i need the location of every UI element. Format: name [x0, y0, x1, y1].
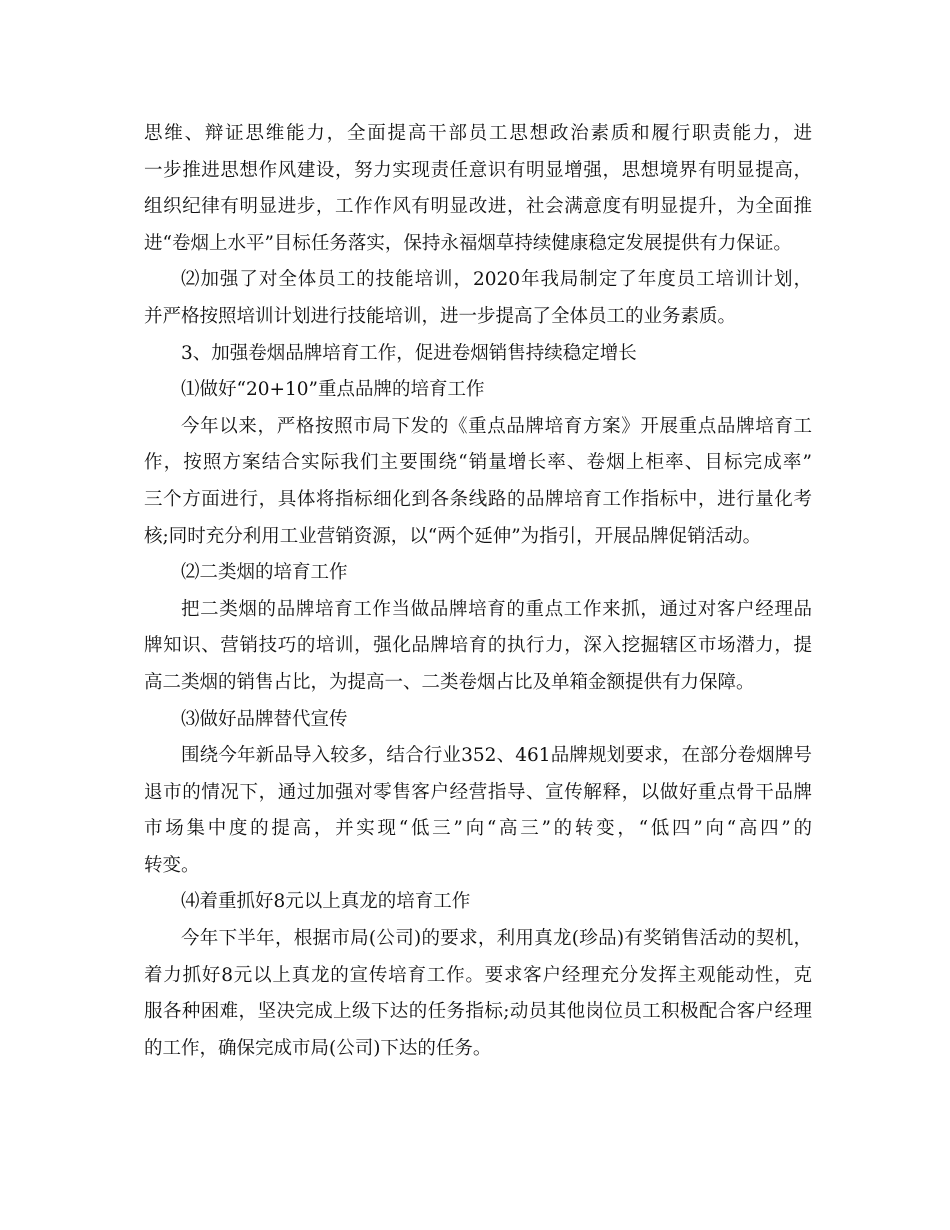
- text-line-26: 的工作，确保完成市局(公司)下达的任务。: [144, 1037, 492, 1059]
- text-line-16: 高二类烟的销售占比，为提高一、二类卷烟占比及单箱金额提供有力保障。: [144, 671, 755, 693]
- document-body: [144, 116, 812, 1067]
- text-line-10: 作，按照方案结合实际我们主要围绕“销量增长率、卷烟上柜率、目标完成率”: [144, 452, 812, 474]
- text-line-12: 核;同时充分利用工业营销资源，以“两个延伸”为指引，开展品牌促销活动。: [144, 525, 762, 547]
- text-line-21: 转变。: [144, 854, 200, 876]
- text-line-11: 三个方面进行，具体将指标细化到各条线路的品牌培育工作指标中，进行量化考: [144, 488, 812, 510]
- subheading-2: ⑵二类烟的培育工作: [181, 562, 348, 584]
- subheading-4: ⑷着重抓好8元以上真龙的培育工作: [181, 891, 471, 913]
- text-line-25: 服各种困难，坚决完成上级下达的任务指标;动员其他岗位员工积极配合客户经理: [144, 1001, 812, 1023]
- text-line-14: 把二类烟的品牌培育工作当做品牌培育的重点工作来抓，通过对客户经理品: [181, 598, 812, 620]
- text-line-19: 退市的情况下，通过加强对零售客户经营指导、宣传解释，以做好重点骨干品牌: [144, 781, 812, 803]
- text-line-3: 组织纪律有明显进步，工作作风有明显改进，社会满意度有明显提升，为全面推: [144, 196, 812, 218]
- subheading-1: ⑴做好“20+10”重点品牌的培育工作: [181, 379, 485, 401]
- text-line-9: 今年以来，严格按照市局下发的《重点品牌培育方案》开展重点品牌培育工: [181, 415, 812, 437]
- text-line-18: 围绕今年新品导入较多，结合行业352、461品牌规划要求，在部分卷烟牌号: [181, 745, 812, 767]
- section-heading-3: 3、加强卷烟品牌培育工作，促进卷烟销售持续稳定增长: [181, 342, 637, 364]
- text-line-5: ⑵加强了对全体员工的技能培训，2020年我局制定了年度员工培训计划，: [181, 269, 812, 291]
- text-line-23: 今年下半年，根据市局(公司)的要求，利用真龙(珍品)有奖销售活动的契机，: [181, 928, 812, 950]
- text-line-20: 市场集中度的提高，并实现“低三”向“高三”的转变，“低四”向“高四”的: [144, 818, 812, 840]
- text-line-1: 思维、辩证思维能力，全面提高干部员工思想政治素质和履行职责能力，进: [144, 123, 812, 144]
- text-line-2: 一步推进思想作风建设，努力实现责任意识有明显增强，思想境界有明显提高，: [144, 159, 812, 181]
- text-line-15: 牌知识、营销技巧的培训，强化品牌培育的执行力，深入挖掘辖区市场潜力，提: [144, 635, 812, 657]
- text-line-24: 着力抓好8元以上真龙的宣传培育工作。要求客户经理充分发挥主观能动性，克: [144, 964, 812, 986]
- text-line-6: 并严格按照培训计划进行技能培训，进一步提高了全体员工的业务素质。: [144, 305, 737, 327]
- text-line-4: 进“卷烟上水平”目标任务落实，保持永福烟草持续健康稳定发展提供有力保证。: [144, 232, 792, 254]
- subheading-3: ⑶做好品牌替代宣传: [181, 708, 348, 730]
